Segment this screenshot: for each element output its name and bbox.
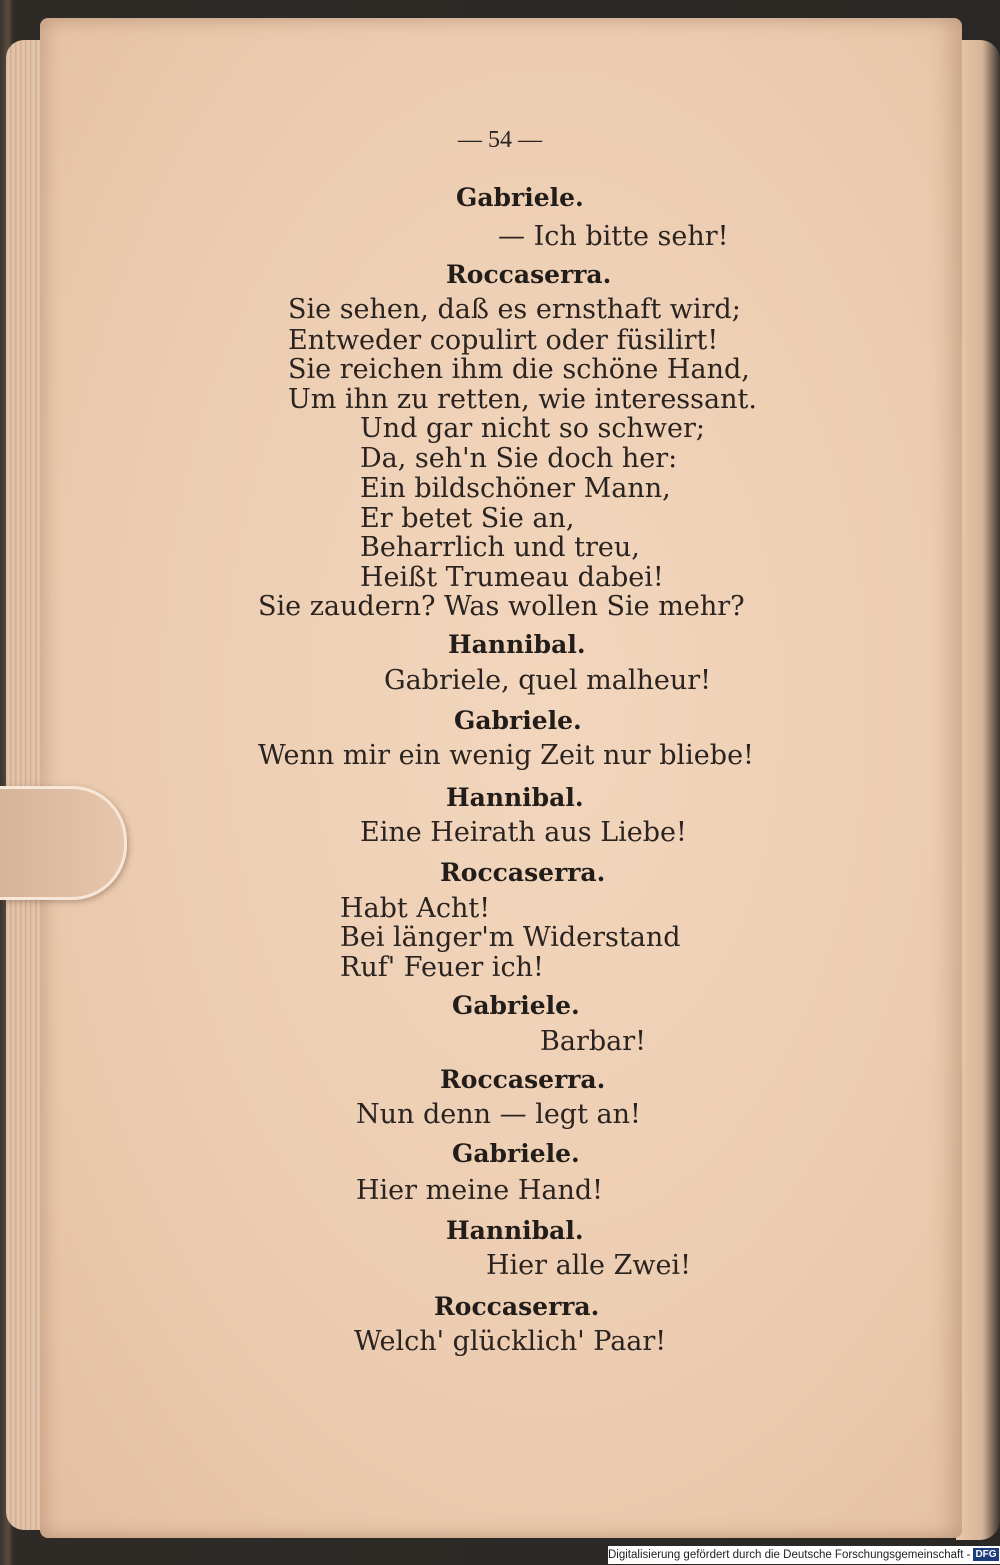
verse-line: Und gar nicht so schwer;	[360, 413, 706, 444]
verse-line: Welch' glücklich' Paar!	[354, 1326, 667, 1357]
verse-line: Sie sehen, daß es ernsthaft wird;	[288, 294, 741, 325]
speaker-label: Roccaserra.	[440, 1065, 606, 1094]
verse-line: Entweder copulirt oder füsilirt!	[288, 325, 719, 356]
verse-line: Wenn mir ein wenig Zeit nur bliebe!	[258, 740, 754, 771]
verse-line: Gabriele, quel malheur!	[384, 665, 711, 696]
right-page-edge	[956, 40, 1000, 1540]
verse-line: Hier meine Hand!	[356, 1175, 603, 1206]
verse-line: Heißt Trumeau dabei!	[360, 562, 664, 593]
speaker-label: Roccaserra.	[446, 260, 612, 289]
verse-line: Nun denn — legt an!	[356, 1099, 641, 1130]
verse-line: Ein bildschöner Mann,	[360, 473, 671, 504]
speaker-label: Roccaserra.	[440, 858, 606, 887]
verse-line: Habt Acht!	[340, 893, 491, 924]
dfg-logo: DFG	[975, 1549, 997, 1561]
page-number: — 54 —	[458, 127, 542, 153]
verse-line: — Ich bitte sehr!	[498, 221, 729, 252]
digitization-footer	[608, 1546, 1000, 1564]
verse-line: Da, seh'n Sie doch her:	[360, 443, 678, 474]
verse-line: Er betet Sie an,	[360, 503, 575, 534]
verse-line: Beharrlich und treu,	[360, 532, 640, 563]
speaker-label: Gabriele.	[452, 991, 580, 1020]
speaker-label: Gabriele.	[452, 1139, 580, 1168]
verse-line: Eine Heirath aus Liebe!	[360, 817, 687, 848]
verse-line: Barbar!	[540, 1026, 646, 1057]
verse-line: Ruf' Feuer ich!	[340, 952, 544, 983]
verse-line: Um ihn zu retten, wie interessant.	[288, 384, 757, 415]
verse-line: Bei länger'm Widerstand	[340, 922, 681, 953]
footer-text: Digitalisierung gefördert durch die Deutsche Forschungsgemeinschaft -	[608, 1549, 971, 1561]
speaker-label: Gabriele.	[454, 706, 582, 735]
verse-line: Sie zaudern? Was wollen Sie mehr?	[258, 591, 745, 622]
speaker-label: Roccaserra.	[434, 1292, 600, 1321]
speaker-label: Hannibal.	[446, 783, 584, 812]
page-clip	[0, 786, 127, 900]
speaker-label: Hannibal.	[448, 630, 586, 659]
verse-line: Sie reichen ihm die schöne Hand,	[288, 354, 750, 385]
speaker-label: Gabriele.	[456, 183, 584, 212]
speaker-label: Hannibal.	[446, 1216, 584, 1245]
verse-line: Hier alle Zwei!	[486, 1250, 691, 1281]
